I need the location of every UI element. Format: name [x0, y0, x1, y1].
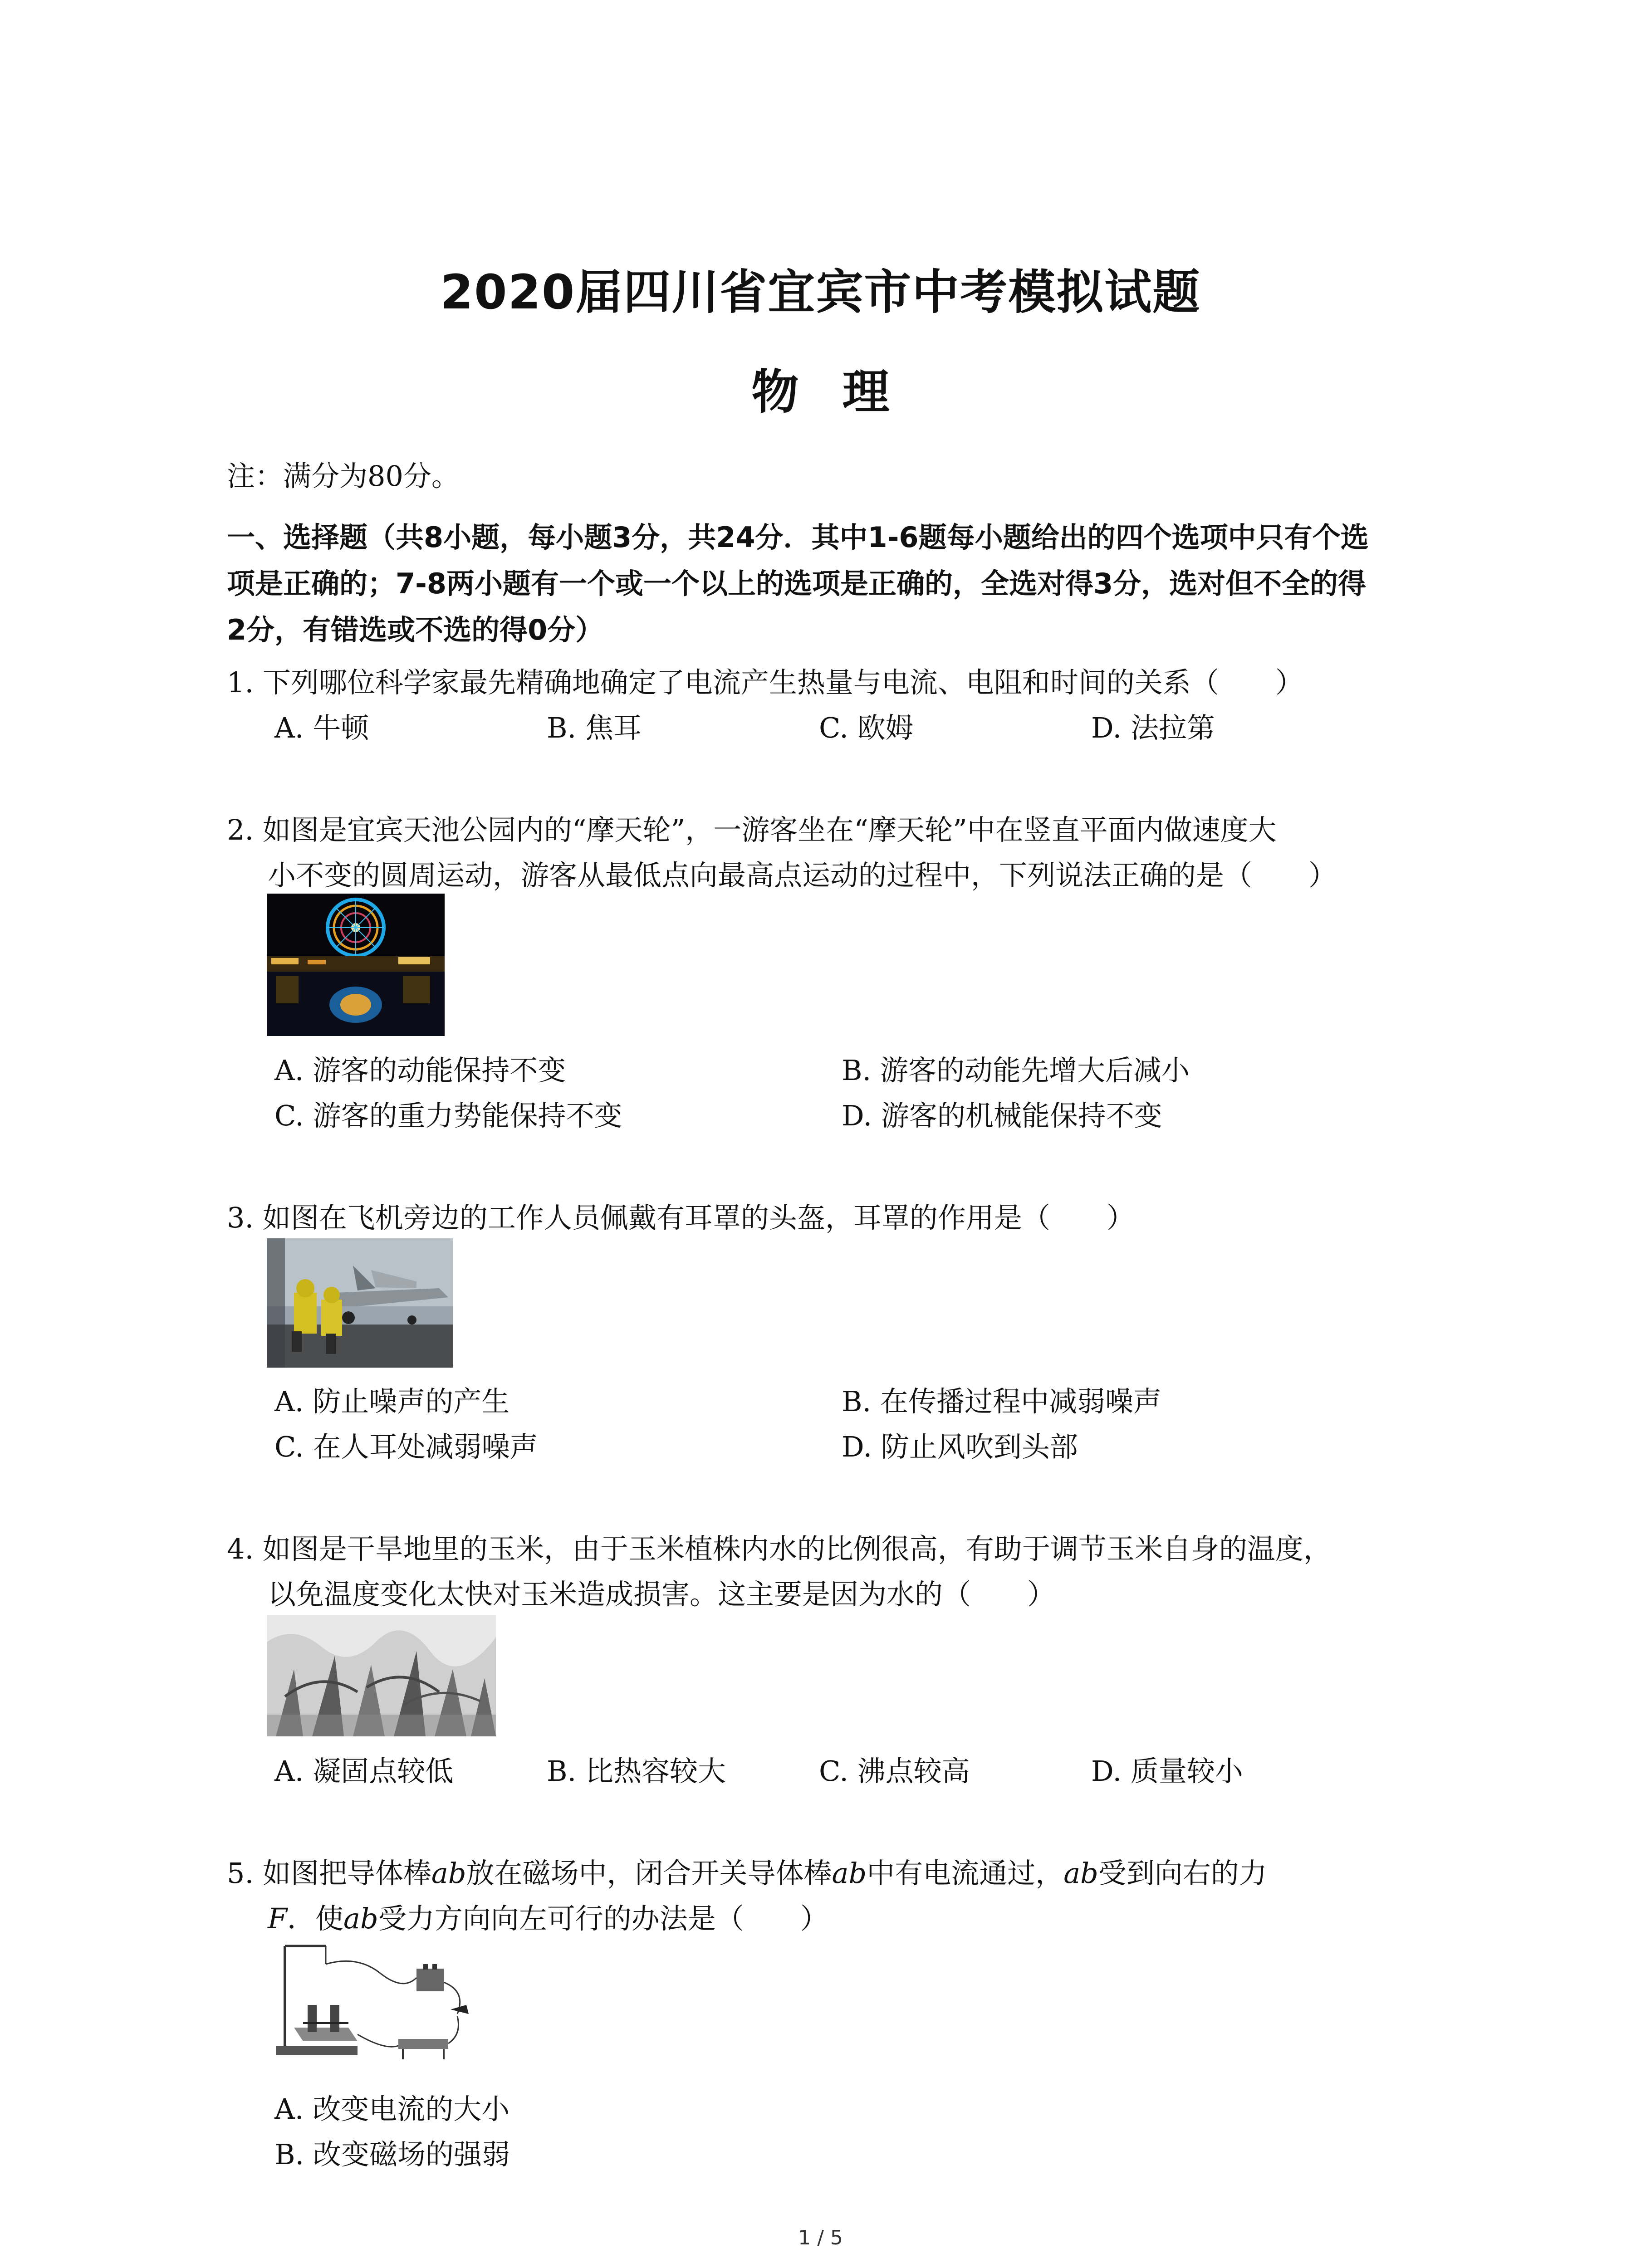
q1-option-a: A. 牛顿	[274, 711, 369, 744]
q1-option-b: B. 焦耳	[547, 711, 642, 744]
q5-stem-part: 受到向右的力	[1098, 1857, 1267, 1890]
q4-stem-line2: 以免温度变化太快对玉米造成损害。这主要是因为水的（ ）	[268, 1578, 1056, 1611]
section-heading-line3: 2分，有错选或不选的得0分）	[227, 613, 604, 646]
q2-stem-line1: 2. 如图是宜宾天池公园内的“摩天轮”，一游客坐在“摩天轮”中在竖直平面内做速度大	[227, 813, 1277, 846]
q5-stem-part: 放在磁场中，闭合开关导体棒	[466, 1857, 832, 1890]
q2-option-b: B. 游客的动能先增大后减小	[842, 1054, 1190, 1087]
q5-ab-symbol: ab	[343, 1902, 378, 1935]
q5-option-b: B. 改变磁场的强弱	[274, 2138, 510, 2171]
q1-option-d: D. 法拉第	[1091, 711, 1215, 744]
q5-ab-symbol: ab	[832, 1857, 867, 1890]
q5-stem-part: 5. 如图把导体棒	[227, 1857, 431, 1890]
aircraft-crew-photo	[267, 1238, 453, 1368]
q3-option-c: C. 在人耳处减弱噪声	[274, 1430, 538, 1463]
q2-option-d: D. 游客的机械能保持不变	[842, 1099, 1162, 1132]
q5-stem-part: 受力方向向左可行的办法是（ ）	[378, 1902, 828, 1935]
q5-stem-part: 中有电流通过，	[867, 1857, 1064, 1890]
page-title: 2020届四川省宜宾市中考模拟试题	[440, 264, 1201, 320]
q3-option-a: A. 防止噪声的产生	[274, 1385, 510, 1418]
q5-force-symbol: F	[268, 1902, 288, 1935]
q1-stem: 1. 下列哪位科学家最先精确地确定了电流产生热量与电流、电阻和时间的关系（ ）	[227, 666, 1303, 699]
q5-stem-part: ．使	[287, 1902, 344, 1935]
q3-stem: 3. 如图在飞机旁边的工作人员佩戴有耳罩的头盔，耳罩的作用是（ ）	[227, 1201, 1135, 1234]
q5-ab-symbol: ab	[1063, 1857, 1098, 1890]
q4-stem-line1: 4. 如图是干旱地里的玉米，由于玉米植株内水的比例很高，有助于调节玉米自身的温度，	[227, 1532, 1332, 1565]
ferris-wheel-photo	[267, 894, 445, 1036]
q3-option-b: B. 在传播过程中减弱噪声	[842, 1385, 1161, 1418]
q1-option-c: C. 欧姆	[819, 711, 914, 744]
q4-option-d: D. 质量较小	[1091, 1755, 1243, 1788]
page-number: 1 / 5	[798, 2226, 843, 2249]
q5-option-a: A. 改变电流的大小	[274, 2092, 510, 2126]
section-heading-line2: 项是正确的；7-8两小题有一个或一个以上的选项是正确的，全选对得3分，选对但不全的得	[227, 567, 1367, 600]
q3-option-d: D. 防止风吹到头部	[842, 1430, 1078, 1463]
q2-option-c: C. 游客的重力势能保持不变	[274, 1099, 622, 1132]
q2-option-a: A. 游客的动能保持不变	[274, 1054, 566, 1087]
q4-option-a: A. 凝固点较低	[274, 1755, 454, 1788]
section-heading-line1: 一、选择题（共8小题，每小题3分，共24分．其中1-6题每小题给出的四个选项中只有个选	[227, 521, 1369, 554]
q4-option-c: C. 沸点较高	[819, 1755, 970, 1788]
magnetic-field-apparatus-diagram	[267, 1937, 494, 2073]
score-note: 注：满分为80分。	[227, 459, 460, 493]
corn-field-photo	[267, 1615, 496, 1736]
q4-option-b: B. 比热容较大	[547, 1755, 726, 1788]
q2-stem-line2: 小不变的圆周运动，游客从最低点向最高点运动的过程中，下列说法正确的是（ ）	[268, 859, 1337, 892]
q5-stem-line1	[227, 1851, 1267, 1891]
subject-heading: 物 理	[751, 364, 890, 420]
q5-ab-symbol: ab	[431, 1857, 466, 1890]
q5-stem-line2	[268, 1896, 828, 1936]
